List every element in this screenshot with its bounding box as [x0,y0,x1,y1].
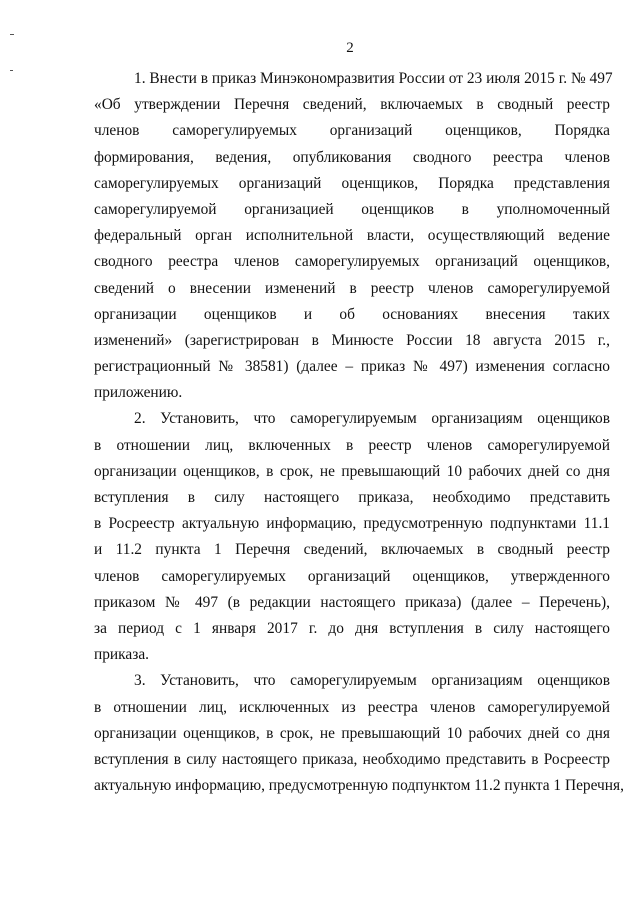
text-line: 2. Установить, что саморегулируемым организациям оценщиков [134,410,610,428]
text-line: вступления в силу настоящего приказа, необходимо представить в Росреестр [94,750,610,768]
text-line: актуальную информацию, предусмотренную подпунктом 11.2 пункта 1 Перечня, [94,777,624,795]
text-line: за период с 1 января 2017 г. до дня вступления в силу настоящего [94,619,610,637]
text-line: федеральный орган исполнительной власти, осуществляющий ведение [94,227,610,245]
text-line: членов саморегулируемых организаций оценщиков, утвержденного [94,567,610,585]
text-line: формирования, ведения, опубликования сводного реестра членов [94,148,610,166]
text-line: организации оценщиков и об основаниях внесения таких [94,305,610,323]
text-line: 3. Установить, что саморегулируемым организациям оценщиков [134,672,610,690]
text-line: в отношении лиц, исключенных из реестра членов саморегулируемой [94,698,610,716]
text-line: приказа. [94,646,150,664]
text-line: организации оценщиков, в срок, не превышающий 10 рабочих дней со дня [94,724,610,742]
text-line: приложению. [94,384,183,402]
text-line: приказом № 497 (в редакции настоящего приказа) (далее – Перечень), [94,593,610,611]
text-line: саморегулируемой организацией оценщиков в уполномоченный [94,200,610,218]
text-line: в Росреестр актуальную информацию, предусмотренную подпунктами 11.1 [94,515,610,533]
text-line: сводного реестра членов саморегулируемых организаций оценщиков, [94,253,610,271]
paragraph-1 [94,66,613,406]
paragraph-2 [94,406,610,668]
text-line: в отношении лиц, включенных в реестр членов саморегулируемой [94,436,610,454]
text-line: организации оценщиков, в срок, не превышающий 10 рабочих дней со дня [94,462,610,480]
text-line: вступления в силу настоящего приказа, необходимо представить [94,489,610,506]
text-line: членов саморегулируемых организаций оценщиков, Порядка [94,122,610,140]
text-line: 1. Внести в приказ Минэкономразвития России от 23 июля 2015 г. № 497 [134,70,613,87]
text-line: «Об утверждении Перечня сведений, включаемых в сводный реестр [94,96,610,114]
document-body [94,66,624,799]
text-line: саморегулируемых организаций оценщиков, Порядка представления [94,174,610,192]
paragraph-3 [94,668,624,799]
text-line: изменений» (зарегистрирован в Минюсте России 18 августа 2015 г., [94,331,610,349]
text-line: сведений о внесении изменений в реестр членов саморегулируемой [94,279,610,297]
text-line: регистрационный № 38581) (далее – приказ № 497) изменения согласно [94,358,610,376]
scan-artifact [10,34,14,35]
text-line: и 11.2 пункта 1 Перечня сведений, включаемых в сводный реестр [94,541,610,559]
scan-artifact [10,70,13,71]
page-number: 2 [346,40,354,56]
